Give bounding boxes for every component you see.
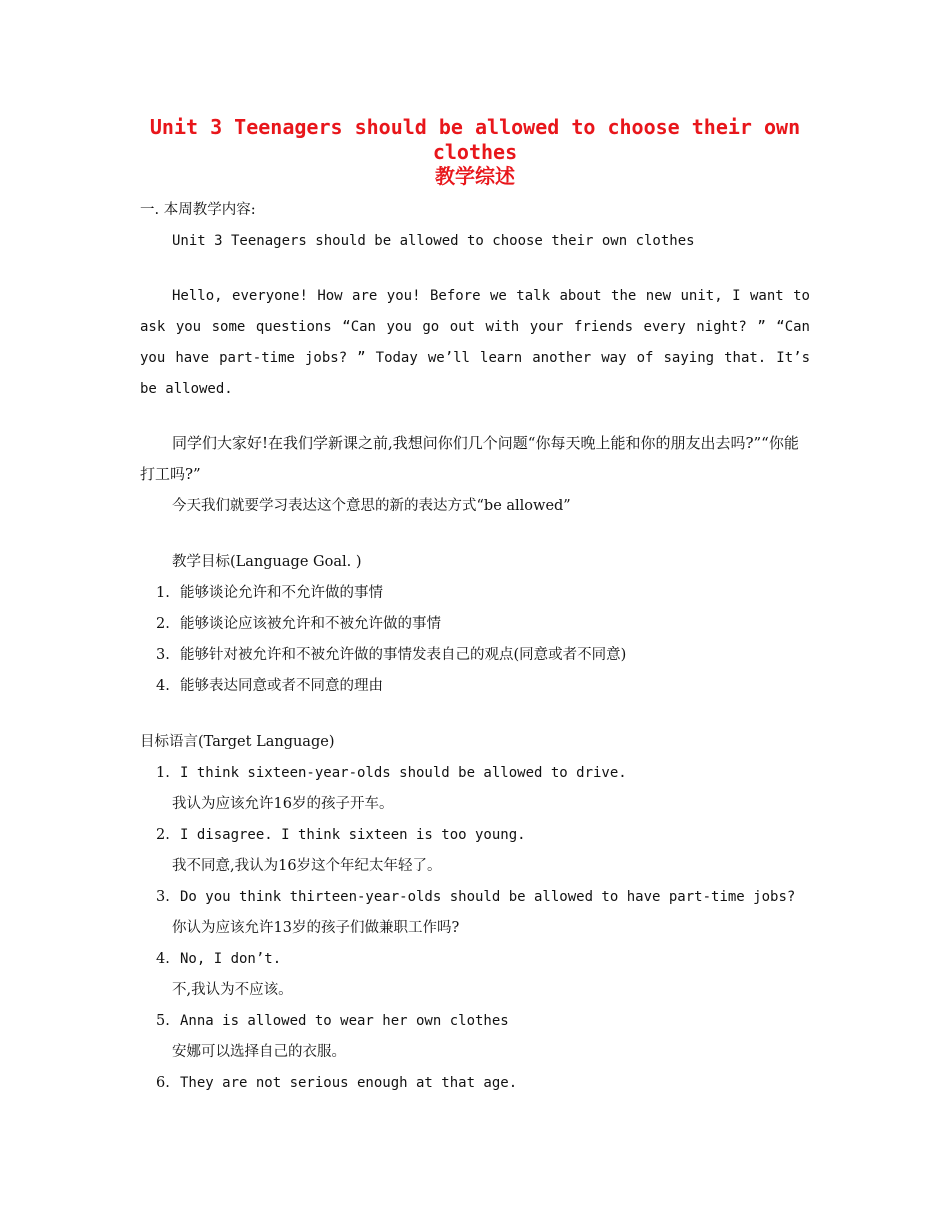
goal-number: 4. xyxy=(156,678,170,694)
document-title-line3: 教学综述 xyxy=(435,164,515,188)
goal-text: 能够谈论应该被允许和不被允许做的事情 xyxy=(180,616,441,632)
target-english: Do you think thirteen-year-olds should be allowed to have part-time jobs? xyxy=(180,889,796,905)
target-english: No, I don’t. xyxy=(180,951,282,967)
target-item xyxy=(156,825,526,845)
target-number: 1. xyxy=(156,765,170,781)
target-english: I disagree. I think sixteen is too young. xyxy=(180,827,526,843)
section-heading: 一. 本周教学内容: xyxy=(140,202,256,218)
target-item xyxy=(156,949,281,969)
language-goal-heading: 教学目标(Language Goal. ) xyxy=(172,554,362,570)
target-number: 2. xyxy=(156,827,170,843)
goal-text: 能够谈论允许和不允许做的事情 xyxy=(180,585,383,601)
target-item xyxy=(156,1073,517,1093)
target-item xyxy=(156,887,795,907)
intro-chinese-paragraph: 同学们大家好!在我们学新课之前,我想问你们几个问题“你每天晚上能和你的朋友出去吗?”“你能打工吗?” xyxy=(140,434,799,483)
target-chinese: 我认为应该允许16岁的孩子开车。 xyxy=(172,796,394,812)
goal-item xyxy=(156,583,383,603)
intro-chinese-line: 今天我们就要学习表达这个意思的新的表达方式“be allowed” xyxy=(172,498,571,514)
goal-number: 2. xyxy=(156,616,170,632)
goal-item xyxy=(156,645,626,665)
goal-item xyxy=(156,676,383,696)
target-item xyxy=(156,1011,509,1031)
unit-line: Unit 3 Teenagers should be allowed to choose their own clothes xyxy=(172,233,695,249)
goal-item xyxy=(156,614,441,634)
target-number: 5. xyxy=(156,1013,170,1029)
target-english: They are not serious enough at that age. xyxy=(180,1075,518,1091)
target-english: Anna is allowed to wear her own clothes xyxy=(180,1013,509,1029)
intro-english-paragraph: Hello, everyone! How are you! Before we talk about the new unit, I want to ask you some questions “Can you go out with your friends every night? ” “Can you have part-time jobs? ” Today we’ll learn another way of saying that. It’s be allowed. xyxy=(140,288,810,397)
target-chinese: 我不同意,我认为16岁这个年纪太年轻了。 xyxy=(172,858,442,874)
document-title-line1: Unit 3 Teenagers should be allowed to choose their own xyxy=(149,115,801,139)
goal-number: 1. xyxy=(156,585,170,601)
target-item xyxy=(156,763,627,783)
target-english: I think sixteen-year-olds should be allowed to drive. xyxy=(180,765,627,781)
target-language-heading: 目标语言(Target Language) xyxy=(140,734,335,750)
target-number: 4. xyxy=(156,951,170,967)
target-chinese: 安娜可以选择自己的衣服。 xyxy=(172,1044,346,1060)
goal-text: 能够表达同意或者不同意的理由 xyxy=(180,678,383,694)
target-number: 6. xyxy=(156,1075,170,1091)
goal-number: 3. xyxy=(156,647,170,663)
goal-text: 能够针对被允许和不被允许做的事情发表自己的观点(同意或者不同意) xyxy=(180,647,627,663)
target-number: 3. xyxy=(156,889,170,905)
document-title-line2: clothes xyxy=(432,140,518,164)
target-chinese: 不,我认为不应该。 xyxy=(172,982,293,998)
target-chinese: 你认为应该允许13岁的孩子们做兼职工作吗? xyxy=(172,920,460,936)
